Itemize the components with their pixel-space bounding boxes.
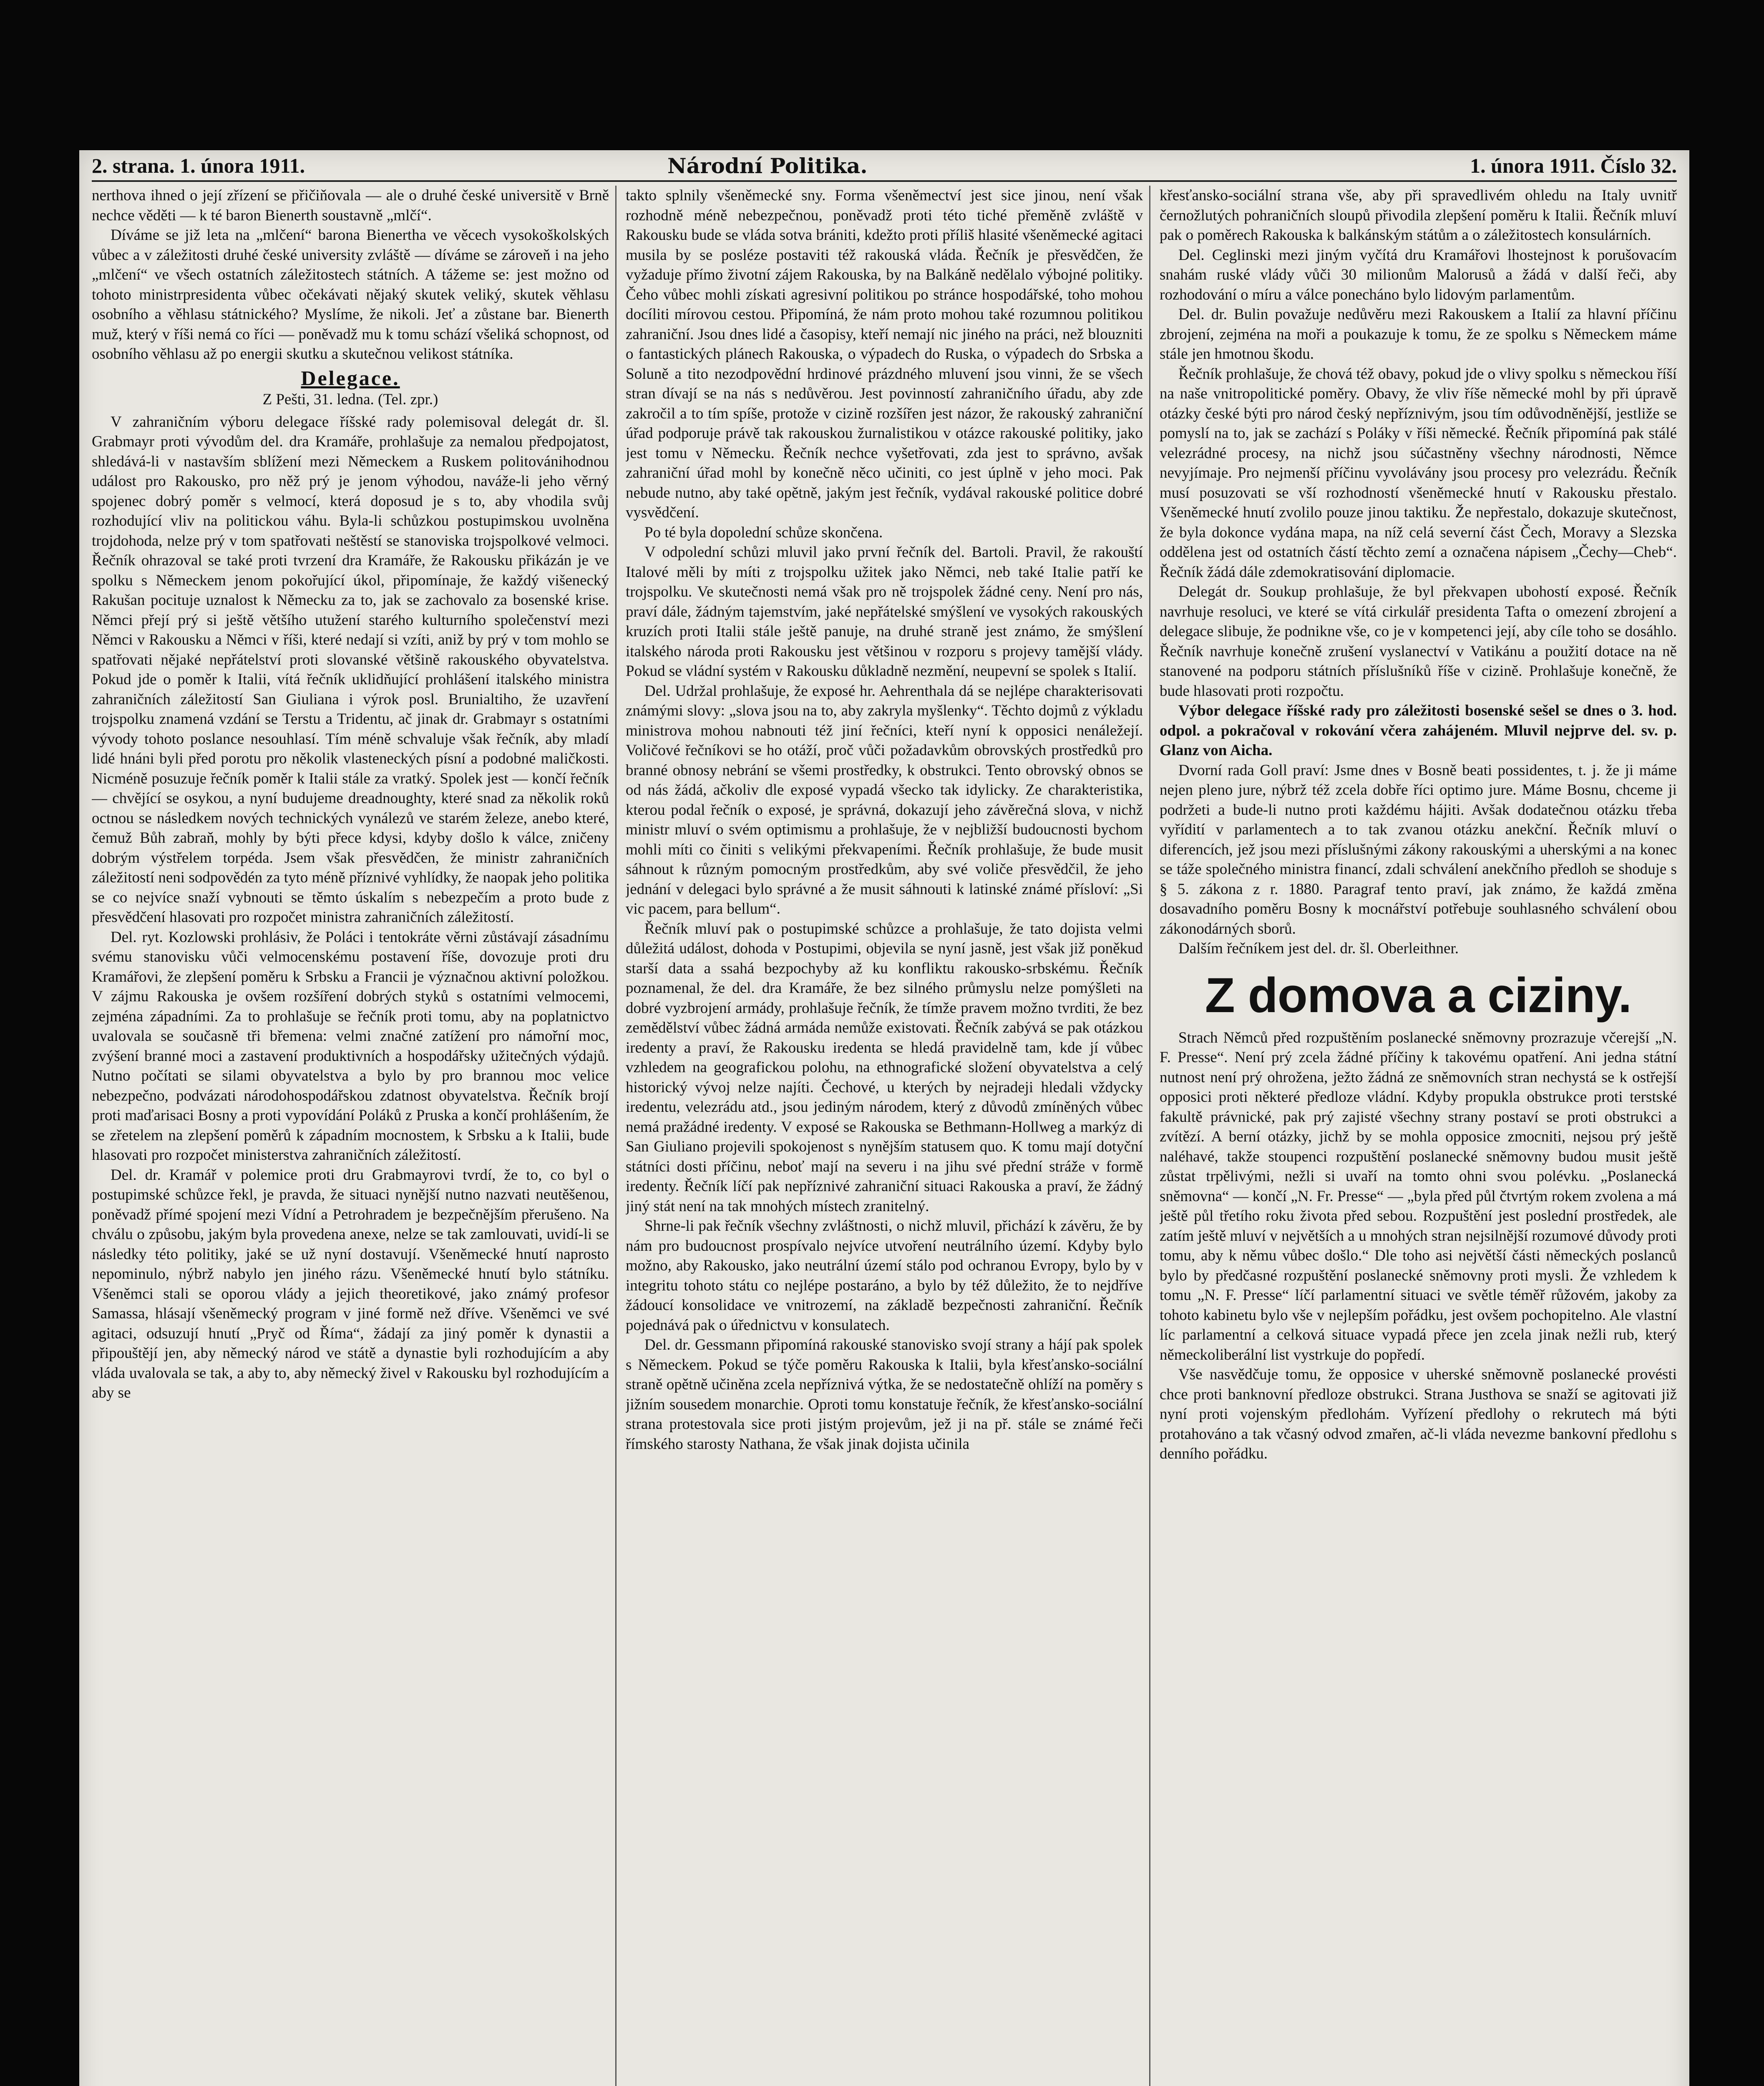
paragraph: Delegát dr. Soukup prohlašuje, že byl překvapen ubohostí exposé. Řečník navrhuje resoluci, ve které se vítá cirkulář presidenta Tafta o omezení zbrojení a delegace slibuje, že podnikne vše, co je v kompetenci její, aby cíle toho se dosáhlo. Řečník navrhuje konečně zrušení vyslanectví v Vatikánu a použití dotace na ně stanovené na podporu státních příslušníků říše v cizině. Prohlašuje konečně, že bude hlasovati proti rozpočtu. bbox=[1160, 583, 1677, 700]
paragraph: Del. Ceglinski mezi jiným vyčítá dru Kramářovi lhostejnost k porušovacím snahám ruské vlády vůči 30 milionům Malorusů a žádá v další řeči, aby rozhodování o míru a válce ponecháno bylo lidovým parlamentům. bbox=[1160, 246, 1677, 303]
paragraph: Strach Němců před rozpuštěním poslanecké sněmovny prozrazuje včerejší „N. F. Presse“. Není prý zcela žádné příčiny k takovému opatření. Ani jedna státní nutnost není prý ohrožena, ježto žádná ze sněmovních stran nechystá se k ostřejší opposici proti některé předloze vládní. Kdyby propukla obstrukce proti terstské fakultě právnické, pak prý zajisté všechny strany postaví se proti obstrukci a zvítězí. A berní otázky, jichž by se mohla opposice zmocniti, nejsou prý ještě naléhavé, takže stoupenci rozpuštění poslanecké sněmovny budou musit ještě zůstat trpělivými, nežli si uvaří na tomto ohni svou polévku. „Poslanecká sněmovna“ — končí „N. Fr. Presse“ — „byla před půl čtvrtým rokem zvolena a má ještě půl třetího roku života před sebou. Rozpuštění jest poslední prostředek, ale zatím ještě mluví v největších a u mnohých stran nejsilnější rozumové důvody proti tomu, aby k němu vůbec došlo.“ Dle toho asi největší části německých poslanců bylo by předčasné rozpuštění poslanecké sněmovny proti mysli. Že vzhledem k tomu „N. F. Presse“ líčí parlamentní situaci ve světle téměř růžovém, jakoby za tohoto kabinetu bylo vše v nejlepším pořádku, jest ovšem pochopitelno. Ale vlastní líc parlamentní a celková situace vypadá přece jen zcela jinak nežli rub, který německoliberální list vystrkuje do popředí. bbox=[1160, 1029, 1677, 1363]
paragraph: Del. dr. Bulin považuje nedůvěru mezi Rakouskem a Italií za hlavní příčinu zbrojení, zejména na moři a poukazuje k tomu, že ze spolku s Německem máme stále jen hmotnou škodu. bbox=[1160, 306, 1677, 363]
paragraph: Vše nasvědčuje tomu, že opposice v uherské sněmovně poslanecké provésti chce proti banknovní předloze obstrukci. Strana Justhova se snaží se agitovati již nyní proti vojenským předlohám. Vyřízení předlohy o rekrutech má býti protahováno a tak včasný odvod zmařen, ač-li vláda nevezme bankovní předlohu s denního pořádku. bbox=[1160, 1366, 1677, 1462]
paragraph: Dvorní rada Goll praví: Jsme dnes v Bosně beati possidentes, t. j. že ji máme nejen pleno jure, nýbrž též zcela dobře říci optimo jure. Máme Bosnu, chceme ji podržeti a bude-li nutno proti každému hájiti. Avšak dodatečnou otázku třeba vyřídití v parlamentech a to tak zvanou otázku anekční. Řečník mluví o diferencích, jež jsou mezi příslušnými zákony rakouskými a uherskými a na konec se táže společného ministra financí, zdali schválení anekčního předloh se shoduje s § 5. zákona z r. 1880. Paragraf tento praví, jak známo, že každá změna dosavadního poměru Bosny k mocnářství potřebuje souhlasného schválení obou zákonodárných sborů. bbox=[1160, 761, 1677, 937]
paragraph: Del. dr. Kramář v polemice proti dru Grabmayrovi tvrdí, že to, co byl o postupimské schůzce řekl, je pravda, že situaci nynější nutno nazvati neutěšenou, poněvadž přímé spojení mezi Vídní a Petrohradem je bezpečnějším přerušeno. Na chválu o způsobu, jakým byla provedena anexe, nelze se tak zamlouvati, uvidí-li se následky této politiky, jaké se už nyní dostavují. Všeněmecké hnutí naprosto nepominulo, nýbrž nabylo jen jiného rázu. Všeněmecké hnutí bylo státníku. Všeněmci stali se oporou vlády a jejich theoretikové, jako známý profesor Samassa, hlásají všeněmecký program v jiné formě než dříve. Všeněmci ve své agitaci, odsuzují hnutí „Pryč od Říma“, žádají za jiný poměr k dynastii a připouštějí jen, aby německý národ ve státě a dynastie byli rozhodujícím a aby vláda uvalovala se tak, a aby to, aby německý živel v Rakousku byl rozhodujícím a aby se bbox=[92, 1166, 609, 1401]
column-1 bbox=[92, 186, 609, 2086]
paragraph: Shrne-li pak řečník všechny zvláštnosti, o nichž mluvil, přichází k závěru, že by nám pro budoucnost prospívalo nejvíce utvoření neutrálního území. Kdyby bylo možno, aby Rakousko, jako neutrální území stálo pod ochranou Evropy, bylo by v integritu tohoto státu co nejlépe postaráno, a bylo by též důležito, že to nejdříve žádoucí konsolidace ve vnitrozemí, na základě bezpečnosti zahraniční. Řečník pojednává pak o úřednictvu v konsulatech. bbox=[626, 1217, 1143, 1334]
column-separator bbox=[615, 186, 617, 2086]
paragraph: Del. ryt. Kozlowski prohlásiv, že Poláci i tentokráte věrni zůstávají zásadnímu svému stanovisku vůči velmocenskému postavení říše, dovozuje proti dru Kramářovi, že zlepšení poměru k Srbsku a Francii je význačnou aktivní položkou. V zájmu Rakouska je ovšem rozšíření dobrých styků s ostatními velmocemi, zejména západními. Za to prohlašuje se řečník proti tomu, aby na poplatnictvo uvalovala se současně tři břemena: velmi značné zatížení pro námořní moc, zvýšení branné moci a zastavení produktivních a hospodářsky užitečných výdajů. Nutno počítati se silami obyvatelstva a bylo by pro brannou moc velice nebezpečno, podvázati národohospodářskou zdatnost obyvatelstva. Řečník brojí proti maďarisaci Bosny a proti vypovídání Poláků z Pruska a končí prohlášením, že se zřetelem na zlepšení poměrů k západním mocnostem, k Srbsku a k Italii, bude hlasovati pro rozpočet ministerstva zahraničních záležitostí. bbox=[92, 928, 609, 1164]
header-masthead: Národní Politika. bbox=[667, 154, 868, 178]
page-header bbox=[92, 154, 1677, 179]
paragraph: Del. Udržal prohlašuje, že exposé hr. Aehrenthala dá se nejlépe charakterisovati známými slovy: „slova jsou na to, aby zakryla myšlenky“. Těchto dojmů z výkladu ministrova mohou nabnouti též jiní řečníci, kteří nyní k opposici nenáležejí. Voličové řečníkovi se ho otáží, proč vůči požadavkům obrovských prostředků pro branné obnosy nebrání se všemi prostředky, k obstrukci. Tento obrovský obnos se od nás žádá, ačkoliv dle exposé vypadá všecko tak idylicky. Ze charakteristika, kterou podal řečník o exposé, je správná, dokazují jeho závěrečná slova, v nichž ministr mluví o svém optimismu a prohlašuje, že v nejbližší budoucnosti bychom mohli míti co činiti s velikými překvapeními. Řečník prohlašuje, že bude musit sáhnout k různým pomocným prostředkům, aby své voliče přesvědčil, že jeho jednání v delegaci bylo správné a že musit sáhnouti k latinské známé přísloví: „Si vic pacem, para bellum“. bbox=[626, 682, 1143, 917]
paragraph: Del. dr. Gessmann připomíná rakouské stanovisko svojí strany a hájí pak spolek s Německem. Pokud se týče poměru Rakouska k Italii, byla křesťansko-sociální straně opětně učiněna zcela nepříznivá výtka, že se nedostatečně ohlíží na poměry s jižním sousedem monarchie. Oproti tomu konstatuje řečník, že křesťansko-sociální strana protestovala sice proti jistým projevům, jež ji na př. stále se známé řeči římského starosty Nathana, že však jinak dojista učinila bbox=[626, 1336, 1143, 1453]
paragraph: V odpolední schůzi mluvil jako první řečník del. Bartoli. Pravil, že rakouští Italové měli by míti z trojspolku užitek jako Němci, neb také Italie patří ke trojspolku. Ve skutečnosti nemá však pro ně trojspolek žádné ceny. Není pro nás, praví dále, žádným tajemstvím, jaké nepřátelské smýšlení ve vysokých rakouských kruzích proti Italii stále ještě panuje, na druhé straně jest známo, že smýšlení italského národa proti Rakousku jest většinou v rozporu s projevy tamější vlády. Pokud se vládní systém v Rakousku důkladně nezmění, neupevní se spolek s Italií. bbox=[626, 544, 1143, 680]
column-separator bbox=[1149, 186, 1150, 2086]
paragraph: Řečník prohlašuje, že chová též obavy, pokud jde o vlivy spolku s německou říší na naše vnitropolitické poměry. Obavy, že vliv říše německé mohl by při úpravě otázky české býti pro národ český nepříznivým, jsou tím odůvodněnější, jestliže se pomyslí na to, jak se zachází s Poláky v říši německé. Řečník připomíná pak stálé velezrádné procesy, na nichž jsou súčastněny všechny národnosti, Němce nevyjímaje. Pro nejmenší příčinu vyvolávány jsou procesy pro velezrádu. Řečník musí posuzovati se vší rozhodností všeněmecké hnutí v Rakousku přestalo. Všeněmecké hnutí zvolilo pouze jinou taktiku. Že nepřestalo, dokazuje skutečnost, že byla dokonce vydána mapa, na níž celá severní část Čech, Moravy a Slezska oddělena jest od ostatních částí těchto zemí a označena nápisem „Čechy—Cheb“. Řečník žádá dále zdemokratisování diplomacie. bbox=[1160, 365, 1677, 581]
column-3 bbox=[1160, 186, 1677, 2086]
paragraph: Výbor delegace říšské rady pro záležitosti bosenské sešel se dnes o 3. hod. odpol. a pokračoval v rokování včera zahájeném. Mluvil nejprve del. sv. p. Glanz von Aicha. bbox=[1160, 702, 1677, 759]
paragraph: V zahraničním výboru delegace říšské rady polemisoval delegát dr. šl. Grabmayr proti vývodům del. dra Kramáře, prohlašuje za nemalou předpojatost, shledává-li v nastavším sblížení mezi Německem a Ruskem politovánihodnou událost pro Rakousko, pro něž prý je jenom výhodou, naváže-li jeho věrný spojenec dobrý poměr s velmocí, která doposud je s to, aby vhodila svůj rozhodující vliv na politickou váhu. Byla-li schůzkou postupimskou uvolněna trojdohoda, nelze prý v tom spatřovati neštěstí se stanoviska trojspolkové velmoci. Řečník ohrazoval se také proti tvrzení dra Kramáře, že Rakousku přikázán je ve spolku s Německem jenom pokořující úkol, připomínaje, že každý višenecký Rakušan pocituje uznalost k Německu za to, jak se zachovalo za bosenské krise. Němci přejí prý si ještě většího utužení starého kulturního společenství mezi Němci v Rakousku a Němci v říši, které nedají si vzíti, aniž by prý v tom mohlo se spatřovati nějaké nepřátelství proti slovanské většině rakouského obyvatelstva. Pokud jde o poměr k Italii, vítá řečník uklidňující prohlášení italského ministra zahraničních záležitostí San Giuliana i výrok posl. Brunialtiho, že uzavření trojspolku znamená vzdání se Terstu a Tridentu, ač jinak dr. Grabmayr s ostatními vývody tohoto poslance nesouhlasí. Tím méně schvaluje však řečník, aby mladí lidé hnáni byli před porotu pro několik vlasteneckých písní a podobné maličkosti. Nicméně posuzuje řečník poměr k Italii stále za vratký. Spolek jest — končí řečník — chvějící se osykou, a nyní budujeme dreadnoughty, které snad za několik roků octnou se následkem nových technických vynálezů ve starém železe, anebo které, čemuž Bůh zabraň, mohly by býti přece kdysi, kdyby došlo k válce, zničeny dobrým výstřelem torpéda. Jsem však přesvědčen, že ministr zahraničních záležitostí neni sodpovědén za tyto méně příznivé vyhlídky, že naopak jeho politika se co nejvíce snaží vybnouti se těmto úskalím s nebezpečím a proto bude z přesvědčení hlasovati pro rozpočet ministra zahraničních záležitostí. bbox=[92, 413, 609, 926]
dateline: Z Pešti, 31. ledna. (Tel. zpr.) bbox=[262, 391, 438, 408]
paragraph: Díváme se již leta na „mlčení“ barona Bienertha ve věcech vysokoškolských vůbec a v záležitosti druhé české university zvláště — díváme se zároveň i na jeho „mlčení“ ve všech ostatních záležitostech státních. A tážeme se: jest možno od tohoto ministrpresidenta vůbec očekávati nějaký skutek veliký, skutek věhlasu osobního a věhlasu státnického? Myslíme, že nikoli. Jeť a zůstane bar. Bienerth muž, který v říši nemá co říci — poněvadž mu k tomu schází všeliká schopnost, od osobního věhlasu až po energii skutku a skutečnou velikost státníka. bbox=[92, 227, 609, 363]
paragraph: nerthova ihned o její zřízení se přičiňovala — ale o druhé české universitě v Brně nechce věděti — k té baron Bienerth soustavně „mlčí“. bbox=[92, 187, 609, 224]
paragraph: Po té byla dopolední schůze skončena. bbox=[644, 524, 883, 541]
header-rule bbox=[92, 180, 1677, 182]
paragraph: takto splnily všeněmecké sny. Forma všeněmectví jest sice jinou, není však rozhodně méně nebezpečnou, poněvadž proti této tiché přeměně zvláště v Rakousku bude se vláda sotva brániti, kdežto proti příliš hlasité všeněmecké agitaci musila by se posléze postaviti též rakouská vláda. Řečník je přesvědčen, že vyžaduje přímo životní zájem Rakouska, by na Balkáně nedělalo výbojné politiky. Čeho vůbec mohli získati agresivní politikou po stránce hospodářské, toho mohou docíliti mírovou cestou. Připomíná, že nám proto mohou také rozumnou politikou zahraniční. Jsou dnes lidé a časopisy, kteří nemají nic jiného na práci, než blouzniti o fantastických plánech Rakouska, o výpadech do Ruska, o výpadech do Srbska a Soluně a tito nezodpovědní hrdinové prázdného mluvení jsou vinni, že se všech stran dívají se na nás s nedůvěrou. Jest povinností zahraničního úřadu, aby zde zakročil a to tím spíše, protože v cizině rozšířen jest názor, že rakouský zahraniční úřad podporuje právě tak rakouskou žurnalistikou v otázce rakouské politiky, jako jest tomu v Německu. Řečník nechce vyšetřovati, zda jest to správno, avšak zahraniční úřad mohl by konečně něco učiniti, co jest úplně v jeho moci. Pak nebude nutno, aby také opětně, jakým jest řečník, vydával rakouské politice dobré vysvědčení. bbox=[626, 187, 1143, 521]
newspaper-page bbox=[79, 150, 1689, 2086]
section-title-delegace: Delegace. bbox=[301, 366, 400, 390]
column-2 bbox=[626, 186, 1143, 2086]
section-title-z-domova: Z domova a ciziny. bbox=[1205, 967, 1632, 1023]
paragraph: Řečník mluví pak o postupimské schůzce a prohlašuje, že tato dojista velmi důležitá událost, dohoda v Postupimi, objevila se nyní jasně, jest však již poněkud starší data a ssahá bezpochyby až ku konfliktu rakousko-srbskému. Řečník poznamenal, že del. dra Kramáře, že bez silného průmyslu nelze pomýšleti na dobré vyzbrojení armády, prohlašuje řečník, že tímže pravem možno tvrditi, že bez zemědělství vůbec žádná armáda nemůže existovati. Řečník zabývá se pak otázkou iredenty a praví, že Rakousku iredenta se hledá pravidelně tam, kde jí vůbec vzhledem na geografickou polohu, na ethnografické složení obyvatelstva a celý historický vývoj nelze najíti. Čechové, u kterých by nejradeji hledali vždycky iredentu, velezrádu atd., jsou jediným národem, který z důvodů zmíněných vůbec nemá pražádné iredenty. V exposé se Rakouska se Bethmann-Hollweg a markýz di San Giuliano projevili spokojenost s nynějším statusem quo. K tomu mají dotyční státníci dosti příčinu, neboť mají na severu i na jihu své přední stráže v formě iredenty. Řečník líčí pak nepříznivé zahraniční situaci Rakouska a praví, že žádný jiný stát není na tak mnohých místech zranitelný. bbox=[626, 920, 1143, 1215]
paragraph: Dalším řečníkem jest del. dr. šl. Oberleithner. bbox=[1178, 940, 1459, 957]
paragraph: křesťansko-sociální strana vše, aby při spravedlivém ohledu na Italy uvnitř černožlutých pohraničních sloupů přivodila zlepšení poměru k Italii. Řečník mluví pak o poměrech Rakouska k balkánským státům a o záležitostech konsulárních. bbox=[1160, 187, 1677, 244]
header-date-issue: 1. února 1911. Číslo 32. bbox=[1470, 154, 1677, 177]
header-page-date: 2. strana. 1. února 1911. bbox=[92, 154, 305, 177]
